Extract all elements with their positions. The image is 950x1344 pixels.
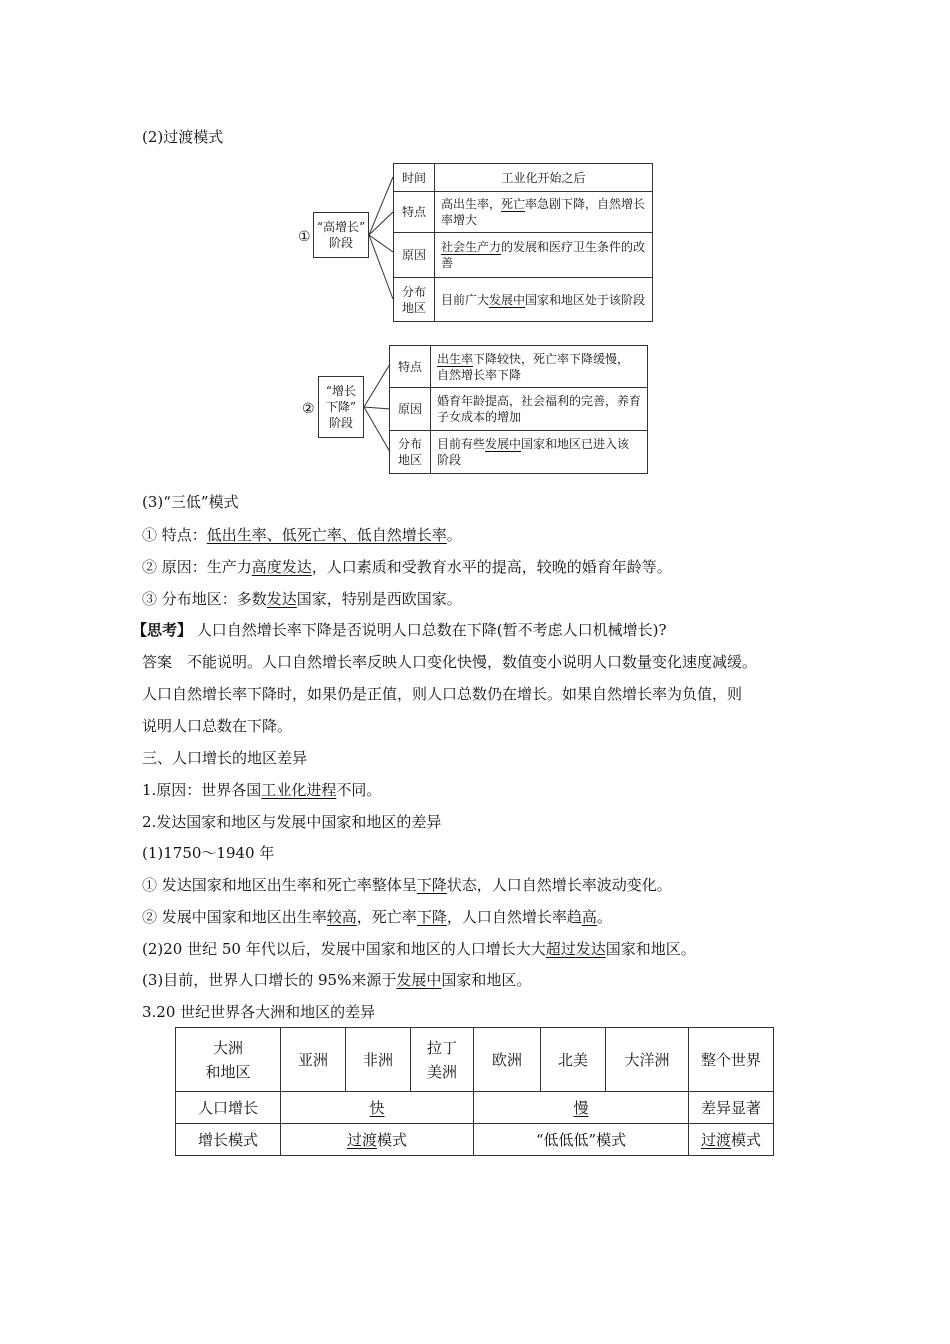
- continent-difference-table: [175, 1027, 774, 1156]
- table-row-mode-label: 增长模式: [176, 1124, 281, 1156]
- diagram1-text-distribution: 目前广大发展中国家和地区处于该阶段: [434, 277, 653, 322]
- section3-p4: ① 发达国家和地区出生率和死亡率整体呈下降状态，人口自然增长率波动变化。: [142, 876, 672, 894]
- table-header-region: 大洲 和地区: [176, 1028, 281, 1092]
- diagram1-label-reason: 原因: [393, 232, 435, 278]
- diagram2-label-distribution: 分布 地区: [389, 430, 431, 474]
- section3-p7: (3)目前，世界人口增长的 95%来源于发展中国家和地区。: [142, 971, 532, 989]
- section3-p6: (2)20 世纪 50 年代以后，发展中国家和地区的人口增长大大超过发达国家和地区。: [142, 940, 696, 958]
- table-row-mode: [176, 1124, 774, 1156]
- section3-p8: 3.20 世纪世界各大洲和地区的差异: [142, 1003, 376, 1021]
- diagram1-label-distribution: 分布 地区: [393, 277, 435, 322]
- diagram1-label-feature: 特点: [393, 191, 435, 233]
- diagram2-stage-box: “增长 下降” 阶段: [318, 376, 364, 438]
- diagram2-text-distribution: 目前有些发展中国家和地区已进入该阶段: [430, 430, 648, 474]
- diagram1-text-time: 工业化开始之后: [434, 163, 653, 192]
- table-row-growth: [176, 1092, 774, 1124]
- three-low-feature: ① 特点：低出生率、低死亡率、低自然增长率。: [142, 526, 462, 544]
- table-growth-fast: 快: [281, 1092, 474, 1124]
- diagram1-marker: ①: [298, 229, 311, 245]
- diagram1-text-reason: 社会生产力的发展和医疗卫生条件的改善: [434, 232, 653, 278]
- diagram1-branch-lines: [369, 160, 395, 326]
- think-answer-line3: 说明人口总数在下降。: [142, 717, 293, 735]
- table-header-world: 整个世界: [689, 1028, 774, 1092]
- table-mode-world: 过渡模式: [689, 1124, 774, 1156]
- think-answer-line2: 人口自然增长率下降时，如果仍是正值，则人口总数仍在增长。如果自然增长率为负值，则: [142, 685, 743, 703]
- table-growth-slow: 慢: [474, 1092, 689, 1124]
- table-header-north-america: 北美: [541, 1028, 606, 1092]
- diagram2-text-feature: 出生率下降较快，死亡率下降缓慢，自然增长率下降: [430, 345, 648, 388]
- table-row-growth-label: 人口增长: [176, 1092, 281, 1124]
- diagram1-text-feature: 高出生率，死亡率急剧下降，自然增长率增大: [434, 191, 653, 233]
- diagram1-stage-line1: “高增长”: [316, 220, 366, 234]
- diagram2-label-feature: 特点: [389, 345, 431, 388]
- diagram2-text-reason: 婚育年龄提高，社会福利的完善，养育子女成本的增加: [430, 387, 648, 431]
- table-header-latin-america: 拉丁 美洲: [411, 1028, 474, 1092]
- three-low-reason: ② 原因：生产力高度发达，人口素质和受教育水平的提高，较晚的婚育年龄等。: [142, 558, 672, 576]
- section3-title: 三、人口增长的地区差异: [142, 749, 308, 767]
- section3-p5: ② 发展中国家和地区出生率较高，死亡率下降，人口自然增长率趋高。: [142, 908, 612, 926]
- table-header-asia: 亚洲: [281, 1028, 346, 1092]
- diagram1-stage-line2: 阶段: [328, 236, 353, 250]
- table-header-oceania: 大洋洲: [606, 1028, 689, 1092]
- table-header-row: [176, 1028, 774, 1092]
- diagram2-marker: ②: [302, 401, 315, 417]
- table-growth-world: 差异显著: [689, 1092, 774, 1124]
- diagram2-branch-lines: [364, 340, 392, 475]
- think-answer-line1: 答案 不能说明。人口自然增长率反映人口变化快慢，数值变小说明人口数量变化速度减缓。: [142, 653, 758, 671]
- diagram1-stage-box: [313, 212, 369, 258]
- diagram2-label-reason: 原因: [389, 387, 431, 431]
- section-heading-transition: (2)过渡模式: [142, 128, 224, 146]
- section3-p1: 1.原因：世界各国工业化进程不同。: [142, 781, 382, 799]
- section3-p3: (1)1750～1940 年: [142, 844, 275, 862]
- table-mode-low: “低低低”模式: [474, 1124, 689, 1156]
- table-header-europe: 欧洲: [474, 1028, 541, 1092]
- three-low-distribution: ③ 分布地区：多数发达国家，特别是西欧国家。: [142, 590, 462, 608]
- three-low-heading: (3)“三低”模式: [142, 493, 239, 511]
- diagram1-label-time: 时间: [393, 163, 435, 192]
- table-mode-transition: 过渡模式: [281, 1124, 474, 1156]
- table-header-africa: 非洲: [346, 1028, 411, 1092]
- section3-p2: 2.发达国家和地区与发展中国家和地区的差异: [142, 813, 442, 831]
- think-question: 【思考】 人口自然增长率下降是否说明人口总数在下降(暂不考虑人口机械增长)?: [132, 621, 667, 639]
